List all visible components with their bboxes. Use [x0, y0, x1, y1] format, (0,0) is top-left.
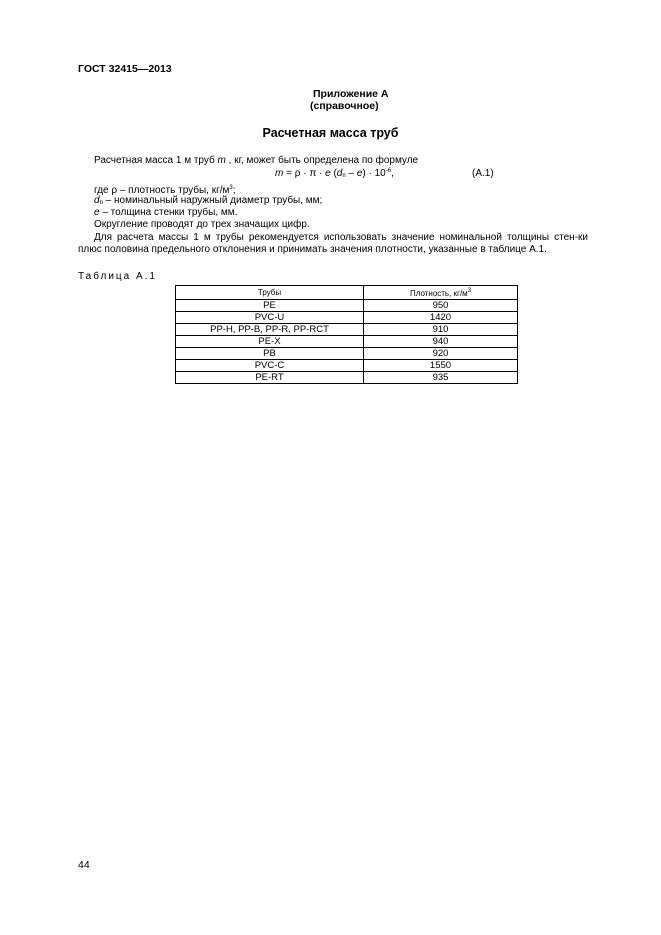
pipe-cell: PE-X — [176, 336, 364, 348]
def-rho-end: ; — [232, 185, 236, 196]
table-row — [176, 300, 518, 312]
density-cell: 950 — [364, 300, 518, 312]
pipe-cell: PE — [176, 300, 364, 312]
formula-e: e — [325, 168, 331, 179]
table-row — [176, 360, 518, 372]
table-row — [176, 312, 518, 324]
mass-formula — [275, 168, 394, 179]
formula-part-a: = ρ · π · — [283, 168, 326, 179]
def-e-var: e — [94, 207, 100, 218]
recommendation-paragraph: Для расчета массы 1 м трубы рекомендуется использовать значение номинальной толщины стен-ки плюс половина предельного отклонения и принимать значения плотности, указанные в таблице А.1. — [78, 232, 588, 255]
formula-m: m — [275, 168, 284, 179]
formula-e2: e — [356, 168, 363, 179]
header-pipes: Трубы — [176, 286, 364, 300]
density-cell: 910 — [364, 324, 518, 336]
formula-d-sub: n — [342, 173, 346, 179]
intro-text-a: Расчетная масса 1 м труб — [94, 155, 218, 166]
document-code: ГОСТ 32415—2013 — [78, 63, 172, 75]
density-cell: 940 — [364, 336, 518, 348]
def-rho-sup: 3 — [229, 185, 233, 191]
table-row — [176, 324, 518, 336]
table-row — [176, 372, 518, 384]
pipe-cell: PE-RT — [176, 372, 364, 384]
pipe-cell: PVC-C — [176, 360, 364, 372]
formula-comma: , — [391, 168, 394, 179]
table-row — [176, 336, 518, 348]
def-dn-sub: n — [99, 200, 103, 206]
table-caption: Таблица А.1 — [78, 271, 157, 282]
pipe-cell: PP-H, PP-B, PP-R, PP-RCT — [176, 324, 364, 336]
formula-part-b: ( — [330, 168, 337, 179]
def-e-text: – толщина стенки трубы, мм. — [99, 207, 238, 218]
density-cell: 1550 — [364, 360, 518, 372]
table-header-row — [176, 286, 518, 300]
appendix-type: (справочное) — [310, 100, 379, 112]
definition-e — [94, 207, 237, 219]
pipe-cell: PB — [176, 348, 364, 360]
appendix-label: Приложение А — [313, 88, 389, 100]
density-cell: 935 — [364, 372, 518, 384]
density-cell: 1420 — [364, 312, 518, 324]
page-number: 44 — [78, 859, 90, 871]
intro-paragraph — [94, 155, 418, 167]
header-density — [364, 286, 518, 300]
def-dn-var: d — [94, 195, 100, 206]
formula-end: ) · 10 — [362, 168, 386, 179]
header-density-sup: 3 — [467, 288, 472, 294]
formula-part-c: – — [345, 168, 357, 179]
formula-exponent: -6 — [385, 168, 392, 174]
formula-number: (A.1) — [472, 168, 494, 179]
intro-text-b: , кг, может быть определена по формуле — [225, 155, 419, 166]
header-density-text: Плотность, кг/м — [409, 289, 468, 298]
table-row — [176, 348, 518, 360]
pipe-cell: PVC-U — [176, 312, 364, 324]
rounding-note: Округление проводят до трех значащих цифр. — [94, 219, 310, 230]
density-table — [175, 285, 518, 384]
def-rho-text: где ρ – плотность трубы, кг/м — [94, 185, 230, 196]
intro-variable: m — [217, 155, 226, 166]
section-title: Расчетная масса труб — [262, 126, 399, 140]
density-cell: 920 — [364, 348, 518, 360]
def-dn-text: – номинальный наружный диаметр трубы, мм; — [102, 195, 323, 206]
formula-d: d — [336, 168, 343, 179]
